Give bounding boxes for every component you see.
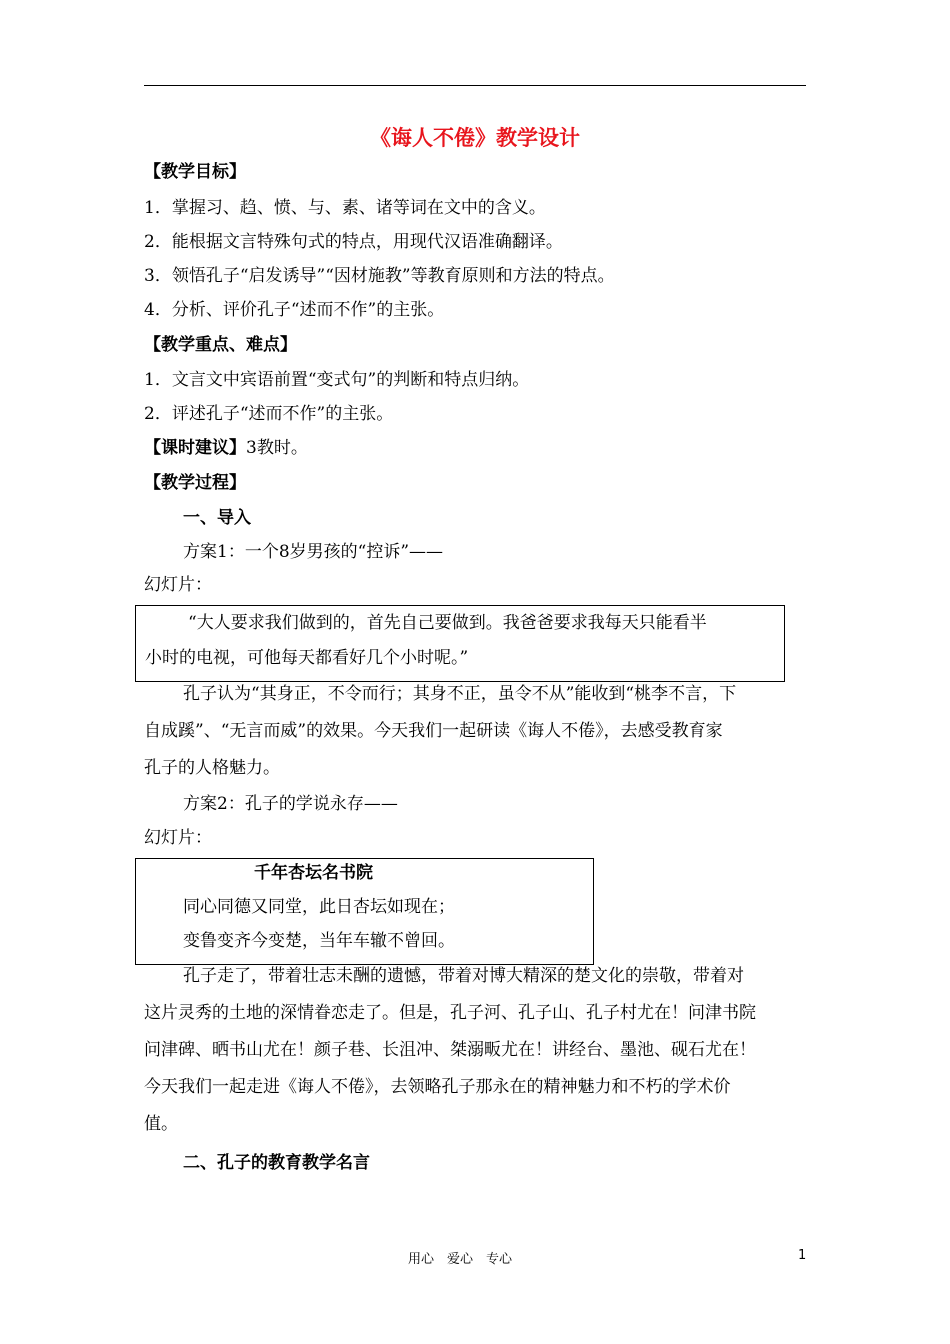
footer-motto: 用心 爱心 专心 <box>408 1252 513 1267</box>
document-title: 《诲人不倦》教学设计 <box>370 126 580 150</box>
hours-line <box>144 436 308 460</box>
poem-line: 变鲁变齐今变楚，当年车辙不曾回。 <box>183 931 455 951</box>
plan1-line: 方案1：一个8岁男孩的“控诉”—— <box>183 542 444 562</box>
paragraph-line: 问津碑、晒书山尤在！颜子巷、长沮冲、桀溺畈尤在！讲经台、墨池、砚石尤在！ <box>144 1040 756 1060</box>
plan2-line: 方案2：孔子的学说永存—— <box>183 794 398 814</box>
header-rule <box>144 85 806 86</box>
poem-title: 千年杏坛名书院 <box>254 863 373 883</box>
slide-label: 幻灯片： <box>144 828 212 848</box>
process-heading: 【教学过程】 <box>144 473 246 493</box>
paragraph-line: 孔子走了，带着壮志未酬的遗憾，带着对博大精深的楚文化的崇敬，带着对 <box>183 966 744 986</box>
paragraph-line: 今天我们一起走进《诲人不倦》，去领略孔子那永在的精神魅力和不朽的学术价 <box>144 1077 731 1097</box>
part1-heading: 一、导入 <box>183 508 251 528</box>
paragraph-line: 孔子的人格魅力。 <box>144 758 280 778</box>
paragraph-line: 孔子认为“其身正，不令而行；其身不正，虽令不从”能收到“桃李不言，下 <box>183 684 737 704</box>
slide-quote-box <box>135 605 785 682</box>
paragraph-line: 值。 <box>144 1114 178 1134</box>
slide-label: 幻灯片： <box>144 575 212 595</box>
paragraph-line: 自成蹊”、“无言而威”的效果。今天我们一起研读《诲人不倦》，去感受教育家 <box>144 721 723 741</box>
goal-item: 3．领悟孔子“启发诱导”“因材施教”等教育原则和方法的特点。 <box>144 266 615 286</box>
quote-line: 小时的电视，可他每天都看好几个小时呢。” <box>145 648 469 668</box>
paragraph-line: 这片灵秀的土地的深情眷恋走了。但是，孔子河、孔子山、孔子村尤在！问津书院 <box>144 1003 756 1023</box>
poem-line: 同心同德又同堂，此日杏坛如现在； <box>183 897 455 917</box>
quote-line: “大人要求我们做到的，首先自己要做到。我爸爸要求我每天只能看半 <box>188 613 707 633</box>
page-number: 1 <box>798 1248 807 1263</box>
hours-heading: 【课时建议】 <box>144 438 246 458</box>
hours-value: 3教时。 <box>246 438 308 458</box>
goal-item: 1．掌握习、趋、愤、与、素、诸等词在文中的含义。 <box>144 198 546 218</box>
key-point-item: 2．评述孔子“述而不作”的主张。 <box>144 404 394 424</box>
slide-poem-box <box>135 858 594 965</box>
key-point-item: 1．文言文中宾语前置“变式句”的判断和特点归纳。 <box>144 370 530 390</box>
goals-heading: 【教学目标】 <box>144 162 246 182</box>
part2-heading: 二、孔子的教育教学名言 <box>183 1153 370 1173</box>
goal-item: 2．能根据文言特殊句式的特点，用现代汉语准确翻译。 <box>144 232 563 252</box>
key-points-heading: 【教学重点、难点】 <box>144 335 297 355</box>
goal-item: 4．分析、评价孔子“述而不作”的主张。 <box>144 300 445 320</box>
